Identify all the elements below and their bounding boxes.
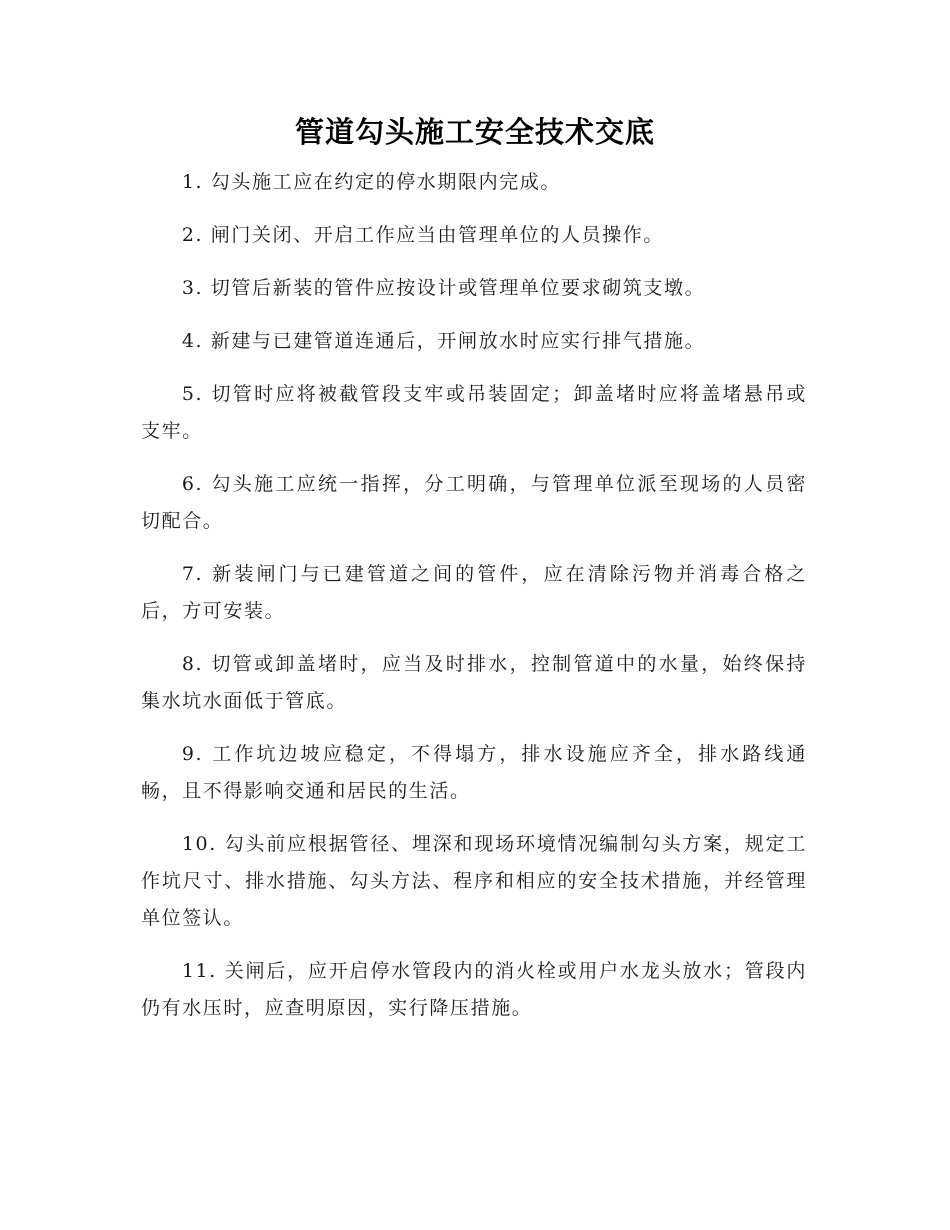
list-item: 6. 勾头施工应统一指挥，分工明确，与管理单位派至现场的人员密切配合。 [141, 473, 807, 532]
list-item: 2. 闸门关闭、开启工作应当由管理单位的人员操作。 [181, 224, 665, 246]
list-item: 4. 新建与已建管道连通后，开闸放水时应实行排气措施。 [181, 330, 706, 352]
list-item: 3. 切管后新装的管件应按设计或管理单位要求砌筑支墩。 [181, 277, 706, 299]
list-item: 1. 勾头施工应在约定的停水期限内完成。 [181, 171, 562, 193]
list-item: 11. 关闸后，应开启停水管段内的消火栓或用户水龙头放水；管段内仍有水压时，应查明原因，实行降压措施。 [141, 960, 807, 1019]
document-body [141, 164, 807, 1043]
list-item: 9. 工作坑边坡应稳定，不得塌方，排水设施应齐全，排水路线通畅，且不得影响交通和居民的生活。 [141, 743, 807, 802]
list-item: 8. 切管或卸盖堵时，应当及时排水，控制管道中的水量，始终保持集水坑水面低于管底。 [141, 653, 807, 712]
list-item: 5. 切管时应将被截管段支牢或吊装固定；卸盖堵时应将盖堵悬吊或支牢。 [141, 383, 807, 442]
list-item: 10. 勾头前应根据管径、埋深和现场环境情况编制勾头方案，规定工作坑尺寸、排水措施、勾头方法、程序和相应的安全技术措施，并经管理单位签认。 [141, 833, 807, 929]
document-title: 管道勾头施工安全技术交底 [294, 115, 655, 149]
list-item: 7. 新装闸门与已建管道之间的管件，应在清除污物并消毒合格之后，方可安装。 [141, 563, 807, 622]
